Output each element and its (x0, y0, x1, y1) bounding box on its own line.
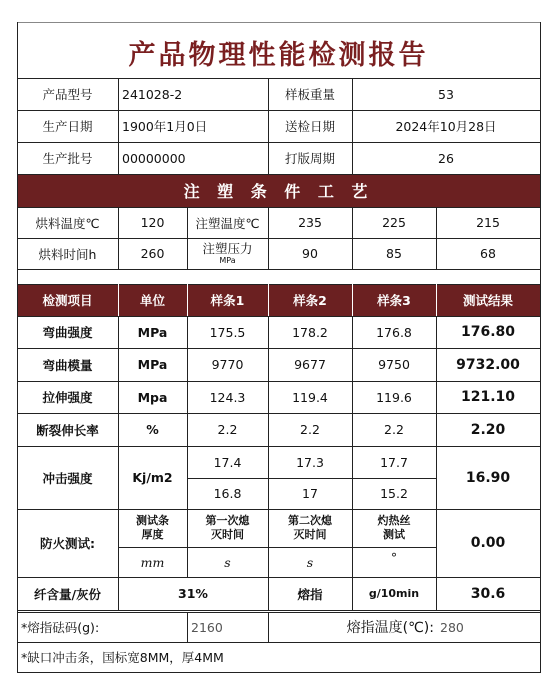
send-date-value: 2024年10月28日 (395, 119, 497, 134)
grid-line (17, 413, 541, 414)
grid-line (268, 78, 269, 174)
grid-line (118, 577, 119, 610)
grid-line (17, 78, 541, 79)
grid-line (118, 78, 119, 174)
inject-pressure-1: 90 (302, 246, 318, 261)
fire-col2-line1: 第一次熄 (205, 514, 250, 528)
footer-note: *缺口冲击条，国标宽8MM，厚4MM (21, 650, 224, 665)
grid-line (352, 78, 353, 174)
cycle-label: 打版周期 (284, 151, 335, 166)
fire-unit2: s (224, 554, 231, 570)
inject-pressure-3: 68 (480, 246, 496, 261)
inject-pressure-label (187, 238, 268, 269)
fire-col1-line1: 测试条 (136, 514, 169, 528)
mfi-label: 熔指 (297, 586, 323, 602)
grid-line (540, 22, 541, 673)
impact-name: 冲击强度 (42, 470, 93, 486)
report-title: 产品物理性能检测报告 (128, 40, 429, 71)
fire-col1 (118, 509, 187, 547)
row-sample3: 119.6 (376, 389, 412, 405)
fiber-label: 纤含量/灰份 (33, 586, 102, 602)
grid-line (187, 207, 188, 269)
fire-col3-line2: 灭时间 (293, 528, 327, 541)
row-result: 9732.00 (456, 356, 520, 373)
inject-temp-3: 215 (476, 215, 500, 230)
row-name: 断裂伸长率 (36, 422, 99, 438)
batch-label: 生产批号 (42, 151, 93, 166)
fire-col3-line1: 第二次熄 (288, 514, 332, 528)
inject-pressure-2: 85 (386, 246, 402, 261)
prod-date-value: 1900年1月0日 (122, 119, 208, 134)
grid-line (17, 238, 541, 239)
grid-line (352, 316, 353, 577)
fire-unit3: s (306, 554, 314, 570)
batch-value: 00000000 (122, 150, 186, 166)
model-value: 241028-2 (122, 86, 183, 102)
fire-col2 (187, 509, 268, 547)
fire-unit4: ° (390, 549, 398, 565)
header-unit: 单位 (118, 284, 187, 316)
grid-line (17, 610, 541, 611)
grid-line (352, 207, 353, 269)
header-divider (268, 284, 269, 316)
grid-line (17, 269, 541, 270)
send-date-label: 送检日期 (284, 119, 335, 134)
model-label: 产品型号 (42, 87, 93, 102)
row-unit: MPa (137, 357, 168, 372)
inject-temp-1: 235 (298, 215, 322, 230)
inject-temp-2: 225 (382, 215, 406, 230)
grid-line (187, 478, 436, 479)
grid-line (17, 612, 541, 613)
row-unit: MPa (137, 324, 168, 340)
header-sample3: 样条3 (352, 284, 436, 316)
row-name: 弯曲强度 (42, 325, 93, 340)
grid-line (268, 612, 269, 642)
row-sample1: 2.2 (217, 422, 238, 437)
grid-line (118, 207, 119, 269)
weight-value: 53 (438, 86, 454, 102)
row-result: 121.10 (460, 389, 516, 405)
header-divider (436, 284, 437, 316)
fire-col4 (352, 509, 436, 547)
grid-line (187, 316, 188, 577)
fire-name: 防火测试: (40, 536, 95, 551)
row-result: 2.20 (470, 421, 506, 438)
mfi-value: 30.6 (470, 585, 506, 602)
header-sample1: 样条1 (187, 284, 268, 316)
grid-line (17, 207, 541, 208)
grid-line (17, 174, 541, 175)
row-name: 拉伸强度 (42, 390, 93, 405)
temp-footer-label: 熔指温度(℃): (346, 620, 434, 636)
inject-pressure-text: 注塑压力 (202, 240, 253, 256)
process-header: 注 塑 条 件 工 艺 (17, 174, 540, 207)
grid-line (17, 284, 541, 285)
fire-unit1: mm (140, 554, 165, 570)
prod-date-label: 生产日期 (42, 119, 93, 134)
grid-line (187, 612, 188, 642)
header-sample2: 样条2 (268, 284, 352, 316)
row-sample1: 175.5 (209, 324, 246, 340)
grid-line (268, 316, 269, 577)
impact-result: 16.90 (465, 469, 511, 486)
row-sample2: 9677 (294, 357, 326, 372)
drying-temp-label: 烘料温度℃ (35, 215, 100, 231)
mfi-unit: g/10min (368, 587, 420, 600)
header-divider (352, 284, 353, 316)
fire-col2-line2: 灭时间 (211, 528, 244, 541)
drying-temp-value: 120 (140, 215, 165, 230)
impact-s3-a: 17.7 (380, 454, 408, 470)
temp-footer-value: 280 (440, 619, 464, 635)
fire-col4-line2: 测试 (383, 528, 405, 541)
fire-col4-line1: 灼热丝 (377, 514, 411, 528)
row-unit: % (146, 422, 159, 437)
grid-line (17, 110, 541, 111)
impact-s1-b: 16.8 (213, 486, 242, 501)
drying-time-value: 260 (140, 246, 165, 261)
grid-line (17, 22, 18, 673)
grid-line (17, 381, 541, 382)
cycle-value: 26 (438, 150, 454, 166)
weight-footer-label: *熔指砝码(g): (21, 620, 100, 635)
row-sample3: 2.2 (384, 422, 404, 437)
grid-line (436, 207, 437, 269)
grid-line (17, 22, 541, 23)
impact-unit: Kj/m2 (132, 470, 173, 485)
grid-line (436, 316, 437, 577)
inject-temp-label: 注塑温度℃ (195, 215, 260, 231)
grid-line (436, 577, 437, 610)
impact-s2-a: 17.3 (296, 454, 324, 470)
inject-pressure-unit: MPa (219, 256, 236, 266)
row-sample3: 9750 (378, 357, 410, 372)
grid-line (118, 547, 436, 548)
impact-s2-b: 17 (302, 486, 318, 501)
grid-line (118, 316, 119, 577)
grid-line (268, 207, 269, 269)
grid-line (17, 672, 541, 673)
fire-col1-line2: 厚度 (141, 528, 164, 541)
row-sample2: 119.4 (292, 389, 328, 405)
grid-line (17, 142, 541, 143)
drying-time-label: 烘料时间h (38, 246, 97, 262)
row-sample2: 178.2 (292, 324, 328, 340)
grid-line (17, 348, 541, 349)
row-sample2: 2.2 (300, 422, 320, 437)
impact-s1-a: 17.4 (213, 454, 242, 470)
row-sample1: 9770 (211, 357, 244, 372)
grid-line (352, 577, 353, 610)
header-divider (187, 284, 188, 316)
fire-result: 0.00 (470, 535, 506, 551)
header-result: 测试结果 (436, 284, 540, 316)
fire-col3 (268, 509, 352, 547)
grid-line (17, 446, 541, 447)
impact-s3-b: 15.2 (380, 486, 408, 501)
weight-label: 样板重量 (284, 87, 335, 102)
header-item: 检测项目 (17, 284, 118, 316)
row-sample3: 176.8 (376, 324, 412, 340)
grid-line (17, 642, 541, 643)
row-unit: Mpa (137, 389, 168, 405)
grid-line (268, 577, 269, 610)
header-divider (118, 284, 119, 316)
grid-line (17, 577, 541, 578)
grid-line (17, 316, 541, 317)
weight-footer-value: 2160 (191, 619, 223, 635)
grid-line (17, 509, 541, 510)
row-result: 176.80 (460, 324, 516, 340)
row-name: 弯曲模量 (42, 357, 93, 373)
row-sample1: 124.3 (209, 389, 246, 405)
fiber-value: 31% (178, 586, 208, 601)
